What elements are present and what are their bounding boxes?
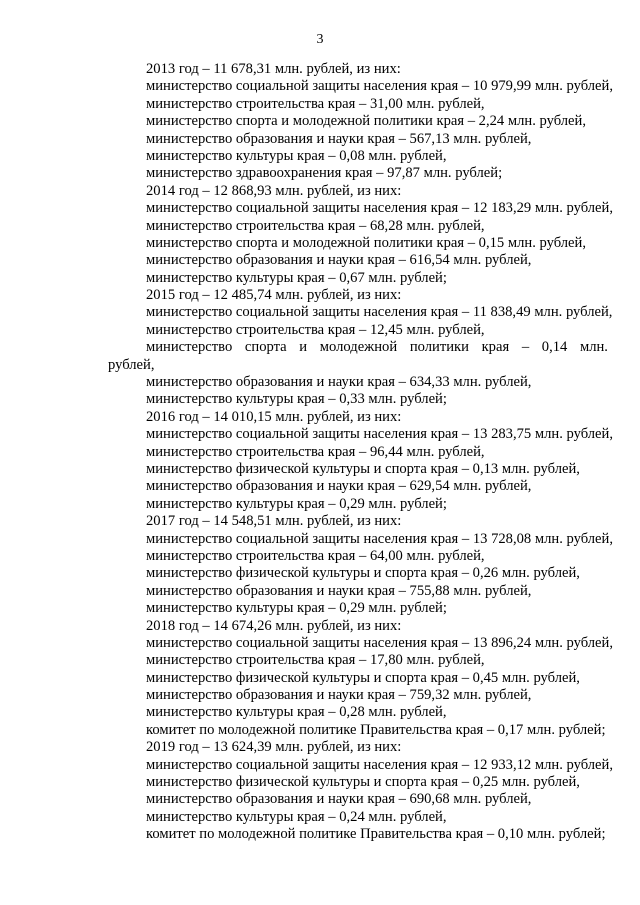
allocation-line: комитет по молодежной политике Правительства края – 0,10 млн. рублей;: [146, 826, 606, 843]
year-total-line: 2015 год – 12 485,74 млн. рублей, из них:: [146, 287, 402, 304]
year-total-line: 2014 год – 12 868,93 млн. рублей, из них:: [146, 182, 402, 199]
allocation-line: министерство физической культуры и спорта края – 0,45 млн. рублей,: [146, 669, 580, 686]
allocation-line: министерство физической культуры и спорта края – 0,26 млн. рублей,: [146, 565, 580, 582]
allocation-line: министерство культуры края – 0,29 млн. рублей;: [146, 600, 447, 617]
allocation-line: министерство строительства края – 12,45 млн. рублей,: [146, 321, 485, 338]
allocation-line-continuation: рублей,: [108, 356, 155, 373]
word: млн.: [579, 339, 608, 356]
word: и: [299, 339, 308, 356]
year-total-line: 2018 год – 14 674,26 млн. рублей, из них:: [146, 617, 402, 634]
allocation-line: министерство спорта и молодежной политики края – 2,24 млн. рублей,: [146, 113, 586, 130]
allocation-line: министерство образования и науки края – 567,13 млн. рублей,: [146, 130, 532, 147]
allocation-line: [108, 339, 608, 356]
allocation-line: министерство культуры края – 0,67 млн. рублей;: [146, 269, 447, 286]
allocation-line: министерство образования и науки края – 616,54 млн. рублей,: [146, 252, 532, 269]
allocation-line: министерство социальной защиты населения края – 13 728,08 млн. рублей,: [146, 530, 613, 547]
allocation-line: министерство строительства края – 96,44 млн. рублей,: [146, 443, 485, 460]
allocation-line: министерство культуры края – 0,24 млн. рублей,: [146, 808, 447, 825]
allocation-line: министерство образования и науки края – 755,88 млн. рублей,: [146, 582, 532, 599]
allocation-line: министерство социальной защиты населения края – 12 933,12 млн. рублей,: [146, 756, 613, 773]
allocation-line: министерство культуры края – 0,29 млн. рублей;: [146, 495, 447, 512]
allocation-line: министерство образования и науки края – 690,68 млн. рублей,: [146, 791, 532, 808]
allocation-line: министерство образования и науки края – 629,54 млн. рублей,: [146, 478, 532, 495]
word: спорта: [244, 339, 287, 356]
year-total-line: 2019 год – 13 624,39 млн. рублей, из них:: [146, 739, 402, 756]
word: молодежной: [319, 339, 398, 356]
allocation-line: министерство культуры края – 0,08 млн. рублей,: [146, 147, 447, 164]
word: 0,14: [541, 339, 568, 356]
allocation-line: министерство спорта и молодежной политики края – 0,15 млн. рублей,: [146, 234, 586, 251]
allocation-line: министерство социальной защиты населения края – 13 896,24 млн. рублей,: [146, 634, 613, 651]
allocation-line: министерство социальной защиты населения края – 11 838,49 млн. рублей,: [146, 304, 613, 321]
allocation-line: министерство социальной защиты населения края – 13 283,75 млн. рублей,: [146, 426, 613, 443]
word: –: [521, 339, 530, 356]
allocation-line: комитет по молодежной политике Правительства края – 0,17 млн. рублей;: [146, 721, 606, 738]
allocation-line: министерство социальной защиты населения края – 12 183,29 млн. рублей,: [146, 200, 613, 217]
allocation-line: министерство строительства края – 31,00 млн. рублей,: [146, 95, 485, 112]
allocation-line: министерство строительства края – 17,80 млн. рублей,: [146, 652, 485, 669]
page-number: 3: [316, 32, 324, 47]
allocation-line: министерство социальной защиты населения края – 10 979,99 млн. рублей,: [146, 78, 613, 95]
allocation-line: министерство образования и науки края – 759,32 млн. рублей,: [146, 687, 532, 704]
allocation-line: министерство образования и науки края – 634,33 млн. рублей,: [146, 374, 532, 391]
allocation-line: министерство строительства края – 64,00 млн. рублей,: [146, 547, 485, 564]
allocation-line: министерство культуры края – 0,33 млн. рублей;: [146, 391, 447, 408]
allocation-line: министерство строительства края – 68,28 млн. рублей,: [146, 217, 485, 234]
year-total-line: 2016 год – 14 010,15 млн. рублей, из них:: [146, 408, 402, 425]
allocation-line: министерство физической культуры и спорта края – 0,25 млн. рублей,: [146, 774, 580, 791]
word: политики: [409, 339, 469, 356]
word: министерство: [146, 339, 233, 356]
allocation-line: министерство культуры края – 0,28 млн. рублей,: [146, 704, 447, 721]
document-body: [108, 61, 613, 844]
allocation-line: министерство здравоохранения края – 97,87 млн. рублей;: [146, 165, 503, 182]
year-total-line: 2017 год – 14 548,51 млн. рублей, из них:: [146, 513, 402, 530]
year-total-line: 2013 год – 11 678,31 млн. рублей, из них:: [146, 61, 401, 77]
word: края: [481, 339, 510, 356]
allocation-line: министерство физической культуры и спорта края – 0,13 млн. рублей,: [146, 460, 580, 477]
